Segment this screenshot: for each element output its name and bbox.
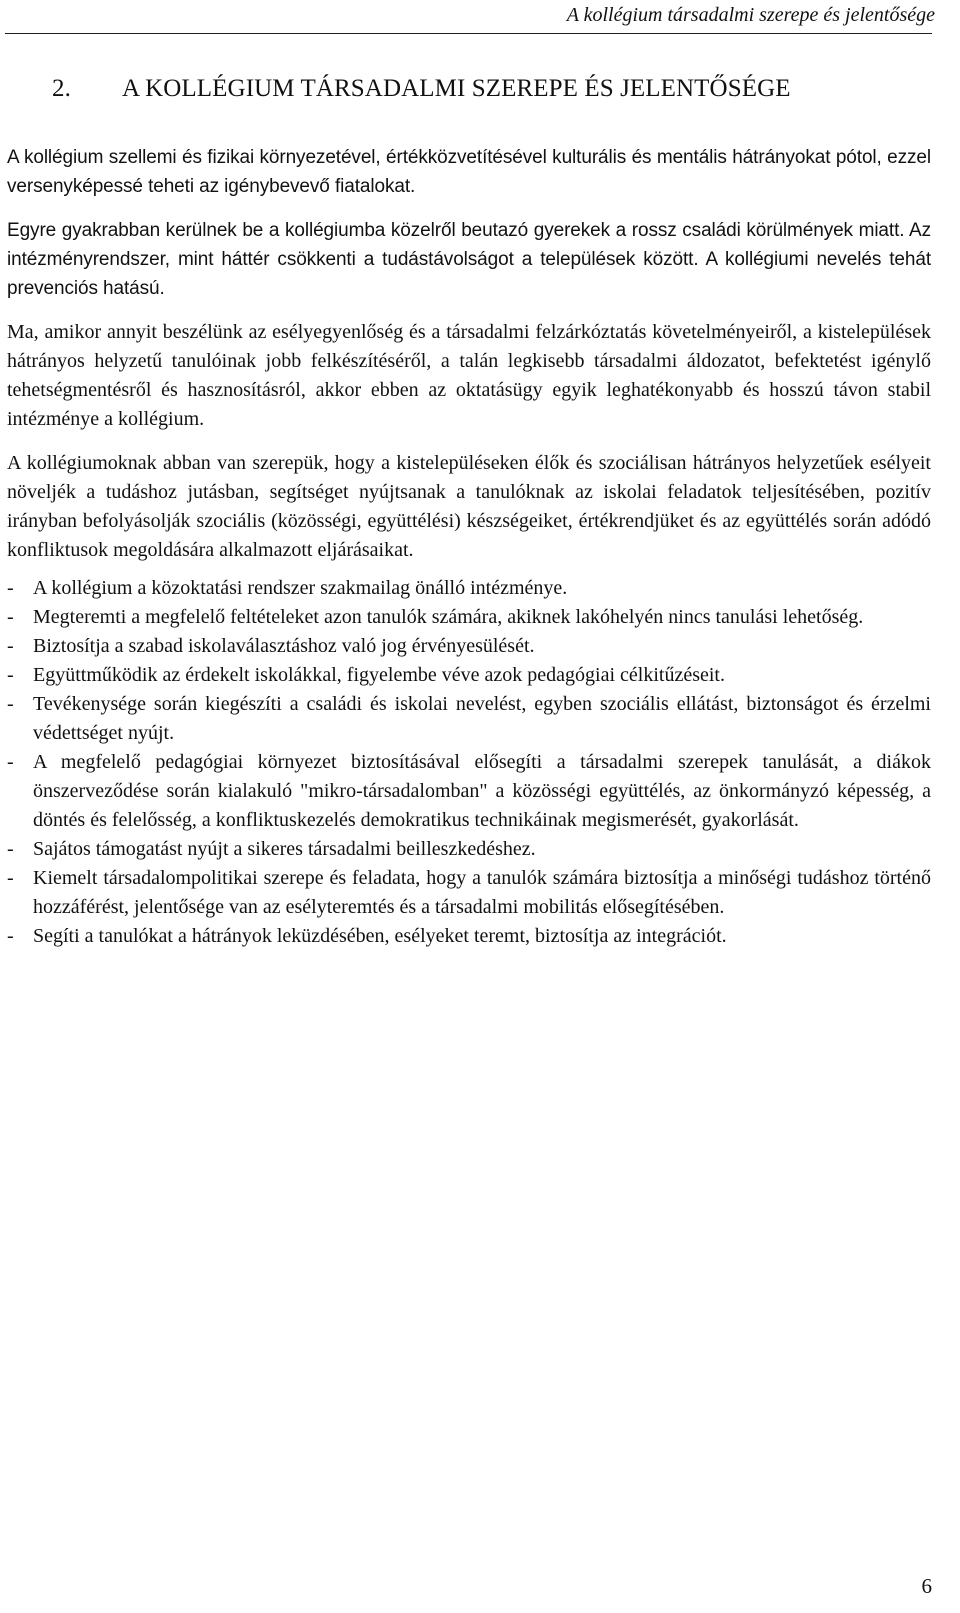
paragraph-1: A kollégium szellemi és fizikai környezetével, értékközvetítésével kulturális és mentális hátrányokat pótol, ezzel versenyképessé teheti az igénybevevő fiatalokat. — [7, 147, 931, 197]
list-item — [7, 632, 931, 661]
list-item-text: Együttműködik az érdekelt iskolákkal, figyelembe véve azok pedagógiai célkitűzéseit. — [33, 664, 725, 686]
list-item-text: Tevékenysége során kiegészíti a családi és iskolai nevelést, egyben szociális ellátást, biztonságot és érzelmi védettséget nyújt. — [33, 693, 931, 744]
header-rule — [5, 33, 932, 34]
list-item-text: Biztosítja a szabad iskolaválasztáshoz való jog érvényesülését. — [33, 635, 535, 657]
list-marker: - — [7, 693, 14, 715]
list-item-text: Kiemelt társadalompolitikai szerepe és feladata, hogy a tanulók számára biztosítja a minőségi tudáshoz történő hozzáférést, jelentősége van az esélyteremtés és a társadalmi mobilitás elősegítésében. — [33, 867, 931, 918]
list-marker: - — [7, 925, 14, 947]
paragraph-4: A kollégiumoknak abban van szerepük, hogy a kistelepüléseken élők és szociálisan hátrányos helyzetűek esélyeit növeljék a tudáshoz jutásban, segítséget nyújtsanak a tanulóknak az iskolai feladatok teljesítésében, pozitív irányban befolyásolják szociális (közösségi, együttélési) készségeiket, értékrendjüket és az együttélés során adódó konfliktusok megoldására alkalmazott eljárásaikat. — [7, 452, 931, 561]
list-marker: - — [7, 577, 14, 599]
list-marker: - — [7, 606, 14, 628]
list-item — [7, 603, 931, 632]
chapter-number: 2. — [52, 75, 71, 102]
list-item-text: A kollégium a közoktatási rendszer szakmailag önálló intézménye. — [33, 577, 568, 599]
list-marker: - — [7, 838, 14, 860]
running-header: A kollégium társadalmi szerepe és jelentősége — [566, 4, 935, 26]
list-item — [7, 922, 931, 951]
role-list — [7, 574, 931, 951]
list-item-text: Megteremti a megfelelő feltételeket azon tanulók számára, akiknek lakóhelyén nincs tanulási lehetőség. — [33, 606, 864, 628]
paragraph-3: Ma, amikor annyit beszélünk az esélyegyenlőség és a társadalmi felzárkóztatás követelményeiről, a kistelepülések hátrányos helyzetű tanulóinak jobb felkészítéséről, a talán legkisebb társadalmi áldozatot, befektetést igénylő tehetségmentésről és hasznosításról, akkor ebben az oktatásügy egyik leghatékonyabb és hosszú távon stabil intézménye a kollégium. — [7, 321, 931, 430]
list-item-text: Sajátos támogatást nyújt a sikeres társadalmi beilleszkedéshez. — [33, 838, 536, 860]
list-marker: - — [7, 751, 14, 773]
page-number: 6 — [921, 1574, 932, 1598]
list-item-text: A megfelelő pedagógiai környezet biztosításával elősegíti a társadalmi szerepek tanulását, a diákok önszerveződése során kialakuló "mikro-társadalomban" a közösségi együttélés, az önkormányzó képesség, a döntés és felelősség, a konfliktuskezelés demokratikus technikáinak megismerését, gyakorlását. — [33, 751, 931, 831]
list-item — [7, 661, 931, 690]
list-item — [7, 690, 931, 748]
list-item-text: Segíti a tanulókat a hátrányok leküzdésében, esélyeket teremt, biztosítja az integrációt. — [33, 925, 727, 947]
list-marker: - — [7, 867, 14, 889]
page-body — [7, 143, 931, 951]
list-item — [7, 748, 931, 835]
chapter-title — [52, 74, 791, 104]
paragraph-2: Egyre gyakrabban kerülnek be a kollégiumba közelről beutazó gyerekek a rossz családi körülmények miatt. Az intézményrendszer, mint háttér csökkenti a tudástávolságot a települések között. A kollégiumi nevelés tehát prevenciós hatású. — [7, 220, 931, 299]
list-item — [7, 864, 931, 922]
list-item — [7, 835, 931, 864]
list-marker: - — [7, 664, 14, 686]
list-item — [7, 574, 931, 603]
chapter-title-text: A KOLLÉGIUM TÁRSADALMI SZEREPE ÉS JELENTŐSÉGE — [122, 75, 791, 102]
list-marker: - — [7, 635, 14, 657]
